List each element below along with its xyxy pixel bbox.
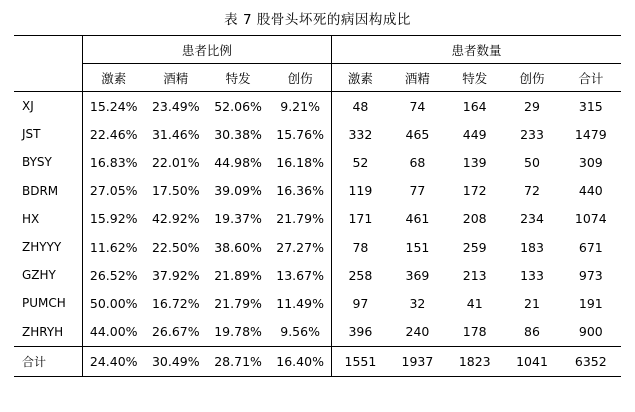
cell-ratio-idiopathic: 19.78% [214,324,262,340]
cell-ratio-idiopathic: 30.38% [214,126,262,142]
cell-ratio-alcohol: 26.67% [151,324,200,340]
cell-ratio-alcohol: 37.92% [151,267,200,283]
total-count-hormone: 1551 [332,346,389,376]
row-label: ZHYYY [22,240,62,255]
cell-ratio-idiopathic: 39.09% [214,183,262,199]
cell-count-total: 973 [578,267,603,283]
table-row [14,261,621,289]
group-header-count: 患者数量 [332,36,621,64]
cell-count-trauma: 29 [524,98,540,114]
cell-ratio-hormone: 50.00% [82,289,144,317]
cell-count-hormone: 396 [332,318,389,347]
row-label: GZHY [22,268,56,283]
corner-cell [14,36,82,64]
cell-count-alcohol: 240 [405,324,430,340]
cell-count-alcohol: 77 [409,183,426,199]
table-caption: 表 7 股骨头坏死的病因构成比 [224,12,411,28]
row-label-header [14,64,82,92]
cell-count-hormone: 332 [332,120,389,148]
total-count-alcohol: 1937 [389,346,446,376]
cell-count-hormone: 119 [332,177,389,205]
etiology-composition-table [14,35,621,377]
cell-ratio-idiopathic: 19.37% [214,211,262,227]
cell-ratio-idiopathic: 21.89% [214,267,262,283]
cell-ratio-idiopathic: 44.98% [214,154,262,170]
cell-ratio-trauma: 16.36% [276,183,324,199]
cell-ratio-alcohol: 22.50% [151,239,200,255]
cell-ratio-hormone: 26.52% [82,261,144,289]
cell-ratio-hormone: 22.46% [82,120,144,148]
cell-ratio-trauma: 16.18% [276,154,324,170]
cell-count-alcohol: 151 [405,239,430,255]
cell-ratio-trauma: 11.49% [276,295,324,311]
cell-count-total: 440 [578,183,603,199]
cell-ratio-alcohol: 16.72% [151,295,200,311]
table-row [14,289,621,317]
cell-ratio-trauma: 21.79% [276,211,324,227]
cell-count-alcohol: 32 [409,295,426,311]
cell-count-total: 315 [578,98,603,114]
table-row [14,120,621,148]
cell-count-total: 1479 [574,126,607,142]
row-label: BYSY [22,155,52,170]
table-sub-header-row [14,64,621,92]
cell-count-hormone: 52 [332,148,389,176]
cell-count-total: 900 [578,324,603,340]
cell-count-idiopathic: 213 [462,267,487,283]
sub-header-count-idiopathic: 特发 [446,64,503,92]
cell-ratio-idiopathic: 38.60% [214,239,262,255]
cell-count-trauma: 183 [520,239,544,255]
total-count-idiopathic: 1823 [446,346,503,376]
cell-ratio-trauma: 13.67% [276,267,324,283]
total-ratio-idiopathic: 28.71% [207,346,269,376]
cell-count-trauma: 72 [524,183,540,199]
table-total-row [14,346,621,376]
row-label: JST [22,127,41,142]
cell-ratio-alcohol: 17.50% [151,183,200,199]
cell-ratio-idiopathic: 52.06% [214,98,262,114]
row-label: ZHRYH [22,324,64,339]
cell-ratio-hormone: 15.24% [82,92,144,121]
cell-count-idiopathic: 164 [462,98,487,114]
cell-count-trauma: 21 [524,295,540,311]
cell-ratio-hormone: 11.62% [82,233,144,261]
sub-header-ratio-trauma: 创伤 [269,64,331,92]
cell-count-alcohol: 74 [409,98,426,114]
cell-ratio-idiopathic: 21.79% [214,295,262,311]
cell-count-trauma: 50 [524,154,540,170]
row-label: PUMCH [22,296,66,311]
cell-count-total: 309 [578,154,603,170]
cell-count-total: 671 [578,239,603,255]
sub-header-count-trauma: 创伤 [503,64,560,92]
row-label: XJ [22,99,34,114]
group-header-ratio: 患者比例 [82,36,331,64]
cell-count-total: 1074 [574,211,607,227]
cell-count-idiopathic: 449 [462,126,487,142]
cell-count-idiopathic: 178 [462,324,487,340]
table-row [14,148,621,176]
cell-count-hormone: 258 [332,261,389,289]
cell-count-idiopathic: 172 [462,183,487,199]
cell-ratio-trauma: 9.21% [280,98,320,114]
cell-ratio-alcohol: 22.01% [151,154,200,170]
cell-count-hormone: 48 [332,92,389,121]
cell-ratio-alcohol: 42.92% [151,211,200,227]
table-row [14,92,621,121]
table-group-header-row [14,36,621,64]
table-row [14,318,621,347]
table-row [14,177,621,205]
total-count-trauma: 1041 [503,346,560,376]
total-ratio-alcohol: 30.49% [145,346,207,376]
sub-header-ratio-idiopathic: 特发 [207,64,269,92]
cell-count-idiopathic: 139 [462,154,487,170]
cell-ratio-trauma: 9.56% [280,324,320,340]
cell-count-alcohol: 461 [405,211,430,227]
cell-ratio-hormone: 15.92% [82,205,144,233]
cell-count-hormone: 78 [332,233,389,261]
total-ratio-trauma: 16.40% [269,346,331,376]
cell-count-trauma: 133 [520,267,544,283]
cell-count-idiopathic: 208 [462,211,487,227]
cell-count-idiopathic: 259 [462,239,487,255]
total-ratio-hormone: 24.40% [82,346,144,376]
sub-header-count-hormone: 激素 [332,64,389,92]
cell-count-trauma: 234 [520,211,544,227]
cell-ratio-trauma: 15.76% [276,126,324,142]
cell-count-trauma: 86 [524,324,540,340]
cell-ratio-hormone: 27.05% [82,177,144,205]
cell-ratio-alcohol: 23.49% [151,98,200,114]
cell-ratio-hormone: 16.83% [82,148,144,176]
cell-count-hormone: 171 [332,205,389,233]
row-label: HX [22,211,40,226]
cell-ratio-trauma: 27.27% [276,239,324,255]
sub-header-ratio-hormone: 激素 [82,64,144,92]
cell-ratio-alcohol: 31.46% [151,126,200,142]
total-count-total: 6352 [561,346,621,376]
cell-count-idiopathic: 41 [466,295,483,311]
cell-count-hormone: 97 [332,289,389,317]
cell-ratio-hormone: 44.00% [82,318,144,347]
table-row [14,233,621,261]
total-row-label: 合计 [14,346,82,376]
table-row [14,205,621,233]
cell-count-trauma: 233 [520,126,544,142]
sub-header-count-alcohol: 酒精 [389,64,446,92]
table-bottom-rule [14,376,621,377]
sub-header-ratio-alcohol: 酒精 [145,64,207,92]
row-label: BDRM [22,183,59,198]
cell-count-total: 191 [578,295,603,311]
cell-count-alcohol: 369 [405,267,430,283]
cell-count-alcohol: 465 [405,126,430,142]
sub-header-count-total: 合计 [561,64,621,92]
cell-count-alcohol: 68 [409,154,426,170]
